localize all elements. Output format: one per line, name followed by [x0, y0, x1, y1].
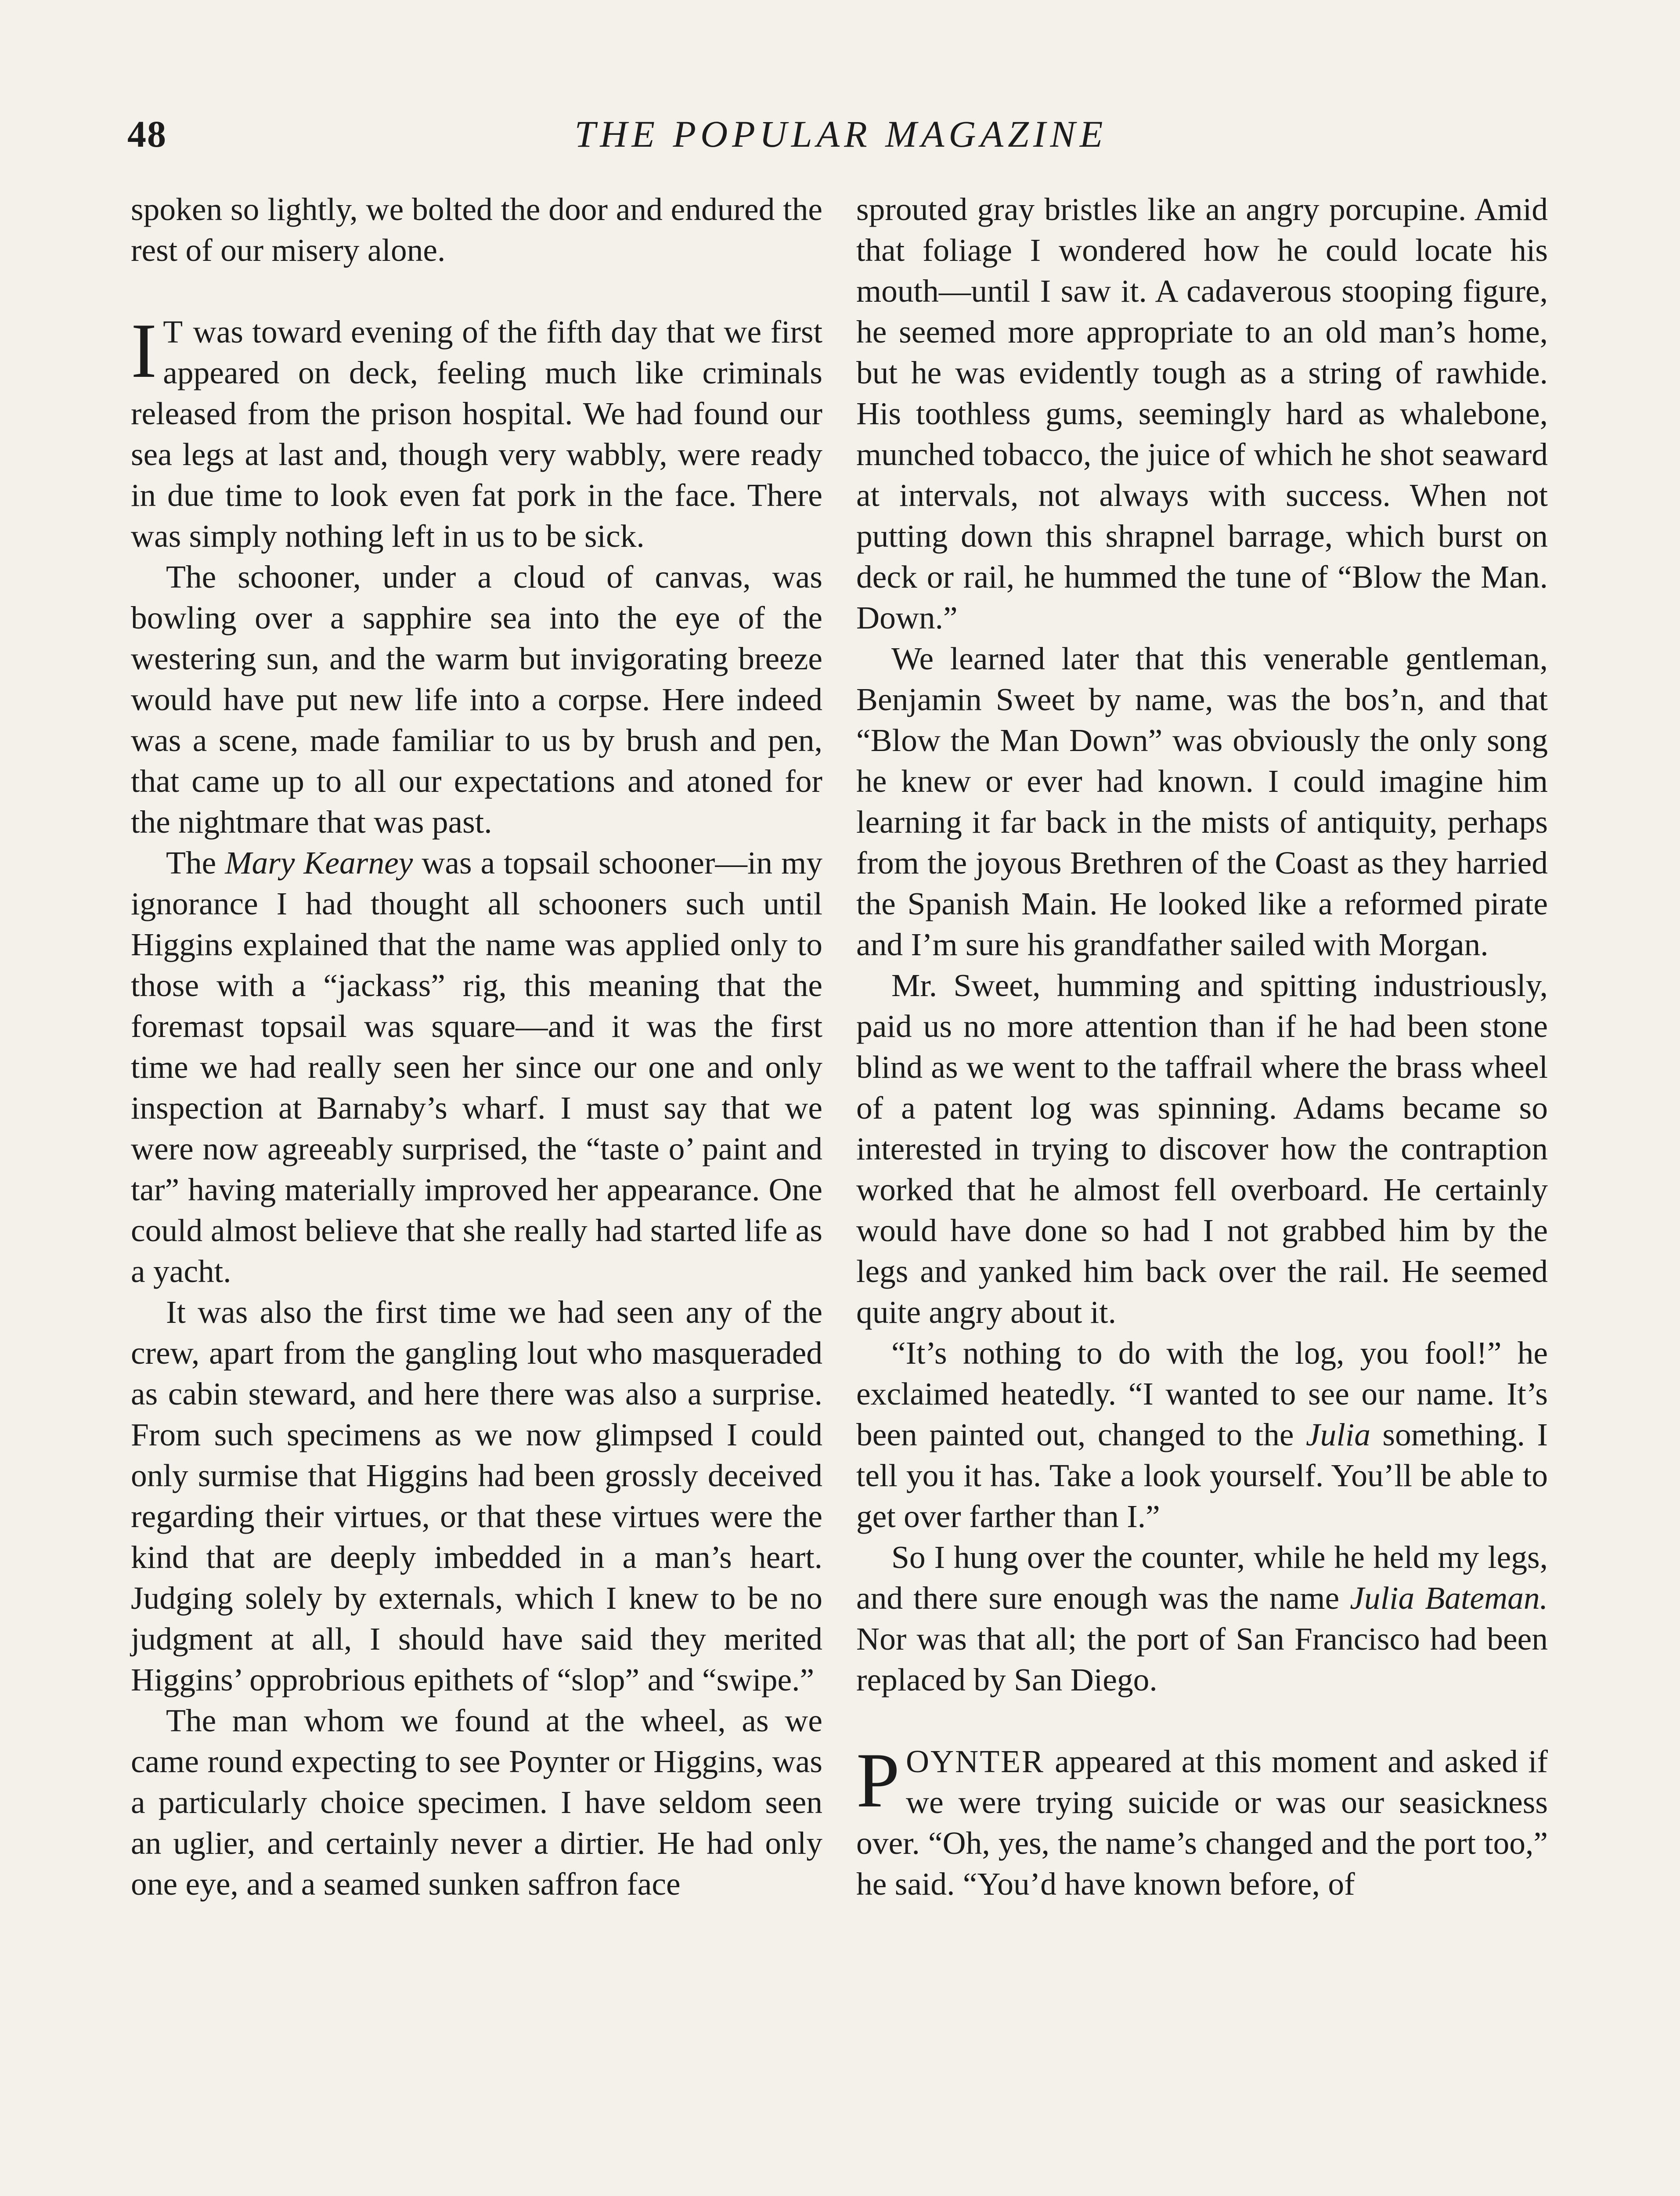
- paragraph: Mr. Sweet, humming and spitting industriously, paid us no more attention than if he had been stone blind as we went to the taffrail where the brass wheel of a patent log was spinning. Adams became so interested in trying to discover how the contraption worked that he almost fell overboard. He certainly would have done so had I not grabbed him by the legs and yanked him back over the rail. He seemed quite angry about it.: [856, 968, 1548, 1330]
- drop-cap: I: [131, 307, 157, 394]
- lead-in: T: [163, 314, 184, 350]
- paragraph: We learned later that this venerable gentleman, Benjamin Sweet by name, was the bos’n, and that “Blow the Man Down” was obviously the only song he knew or ever had known. I could imagine him learning it far back in the mists of antiquity, perhaps from the joyous Brethren of the Coast as they harried the Spanish Main. He looked like a reformed pirate and I’m sure his grandfather sailed with Morgan.: [856, 641, 1548, 962]
- paragraph-text: Nor was that all; the port of San Francisco had been replaced by San Diego.: [856, 1621, 1548, 1698]
- page-header: [127, 112, 1554, 160]
- paragraph-text: was toward evening of the fifth day that we first appeared on deck, feeling much like criminals released from the prison hospital. We had found our sea legs at last and, though very wabbly, were ready in due time to look even fat pork in the face. There was simply nothing left in us to be sick.: [131, 314, 822, 554]
- paragraph-text: The: [166, 845, 225, 881]
- paragraph: The schooner, under a cloud of canvas, was bowling over a sapphire sea into the eye of the westering sun, and the warm but invigorating breeze would have put new life into a corpse. Here indeed was a scene, made familiar to us by brush and pen, that came up to all our expectations and atoned for the nightmare that was past.: [131, 559, 822, 840]
- paragraph: It was also the first time we had seen any of the crew, apart from the gangling lout who masqueraded as cabin steward, and here there was also a surprise. From such specimens as we now glimpsed I could only surmise that Higgins had been grossly deceived regarding their virtues, or that these virtues were the kind that are deeply imbedded in a man’s heart. Judging solely by externals, which I knew to be no judgment at all, I should have said they merited Higgins’ opprobrious epithets of “slop” and “swipe.”: [131, 1294, 822, 1698]
- paragraph: [131, 842, 822, 1292]
- lead-in: OYNTER: [906, 1744, 1045, 1779]
- section-start-paragraph: [856, 1737, 1548, 1904]
- paragraph-text: something. I tell you it has. Take a look yourself. You’ll be able to get over farther than I.”: [856, 1417, 1548, 1534]
- drop-cap: P: [856, 1737, 900, 1824]
- ship-name: Julia Bateman.: [1350, 1580, 1548, 1616]
- paragraph: The man whom we found at the wheel, as we came round expecting to see Poynter or Higgins, was a particularly choice specimen. I have seldom seen an uglier, and certainly never a dirtier. He had only one eye, and a seamed sunken saffron face: [131, 1703, 822, 1902]
- paragraph-text: “It’s nothing to do with the log, you fool!” he exclaimed heatedly. “I wanted to see our name. It’s been painted out, changed to the: [856, 1335, 1548, 1452]
- paragraph-text: was a topsail schooner—in my ignorance I had thought all schooners such until Higgins explained that the name was applied only to those with a “jackass” rig, this meaning that the foremast topsail was square—and it was the first time we had really seen her since our one and only inspection at Barnaby’s wharf. I must say that we were now agreeably surprised, the “taste o’ paint and tar” having materially improved her appearance. One could almost believe that she really had started life as a yacht.: [131, 845, 822, 1289]
- paragraph: sprouted gray bristles like an angry porcupine. Amid that foliage I wondered how he could locate his mouth—until I saw it. A cadaverous stooping figure, he seemed more appropriate to an old man’s home, but he was evidently tough as a string of rawhide. His toothless gums, seemingly hard as whalebone, munched tobacco, the juice of which he shot seaward at intervals, not always with success. When not putting down this shrapnel barrage, which burst on deck or rail, he hummed the tune of “Blow the Man. Down.”: [856, 191, 1548, 636]
- ship-name: Mary Kearney: [225, 845, 413, 881]
- right-column: [856, 189, 1548, 1904]
- paragraph-text: So I hung over the counter, while he held my legs, and there sure enough was the name: [856, 1539, 1548, 1616]
- ship-name: Julia: [1306, 1417, 1370, 1452]
- running-title: THE POPULAR MAGAZINE: [574, 113, 1107, 155]
- paragraph: spoken so lightly, we bolted the door and endured the rest of our misery alone.: [131, 191, 822, 268]
- section-start-paragraph: [131, 307, 822, 556]
- paragraph-text: appeared at this moment and asked if we were trying suicide or was our seasickness over. “Oh, yes, the name’s changed and the port too,” he said. “You’d have known before, of: [856, 1744, 1548, 1902]
- left-column: [131, 189, 822, 1904]
- paragraph: [856, 1333, 1548, 1537]
- page-number: 48: [127, 113, 167, 155]
- paragraph: [856, 1537, 1548, 1700]
